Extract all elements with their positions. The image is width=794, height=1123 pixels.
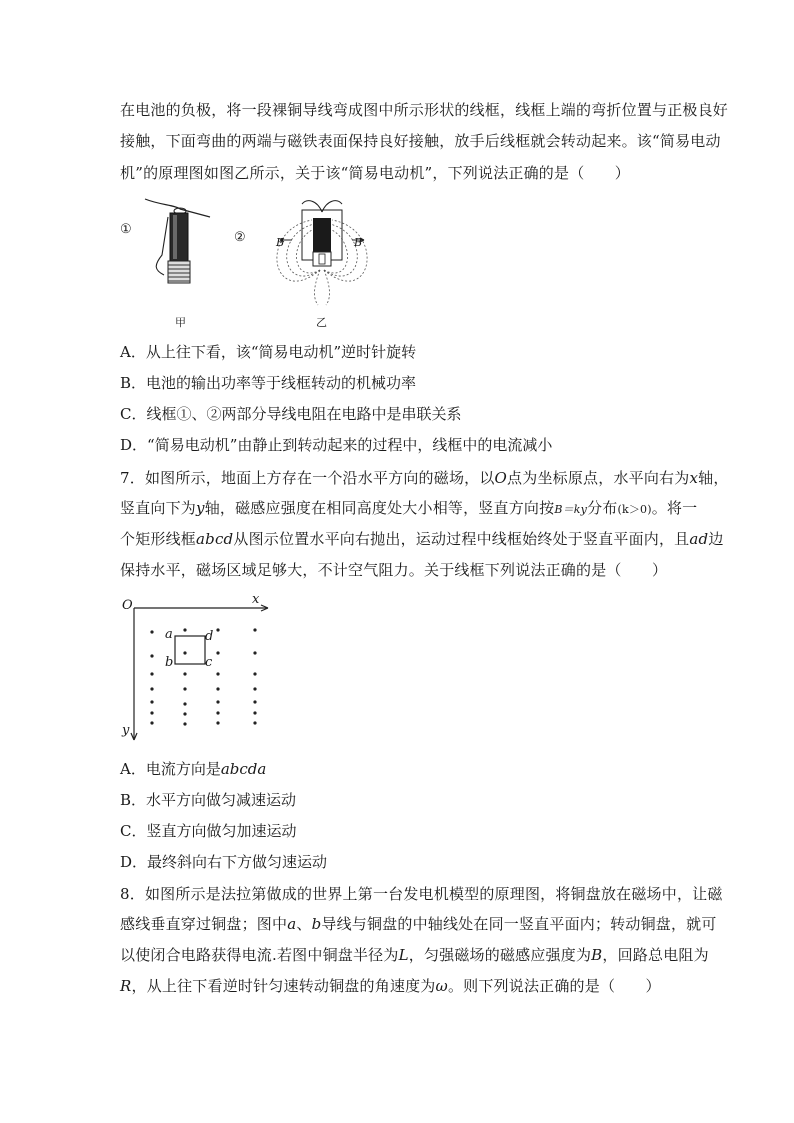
- q7-option-b: B．水平方向做匀减速运动: [120, 791, 297, 809]
- q6-text-line-2: 接触，下面弯曲的两端与磁铁表面保持良好接触，放手后线框就会转动起来。该“简易电动: [120, 132, 721, 150]
- magnetic-field-figure: [118, 592, 278, 742]
- corner-d-label: d: [205, 629, 214, 644]
- q7-text-line-2: 竖直向下为y轴，磁感应强度在相同高度处大小相等，竖直方向按B＝ky分布(k＞0)。将一: [120, 499, 698, 517]
- q6-text-line-1: 在电池的负极，将一段裸铜导线弯成图中所示形状的线框，线框上端的弯折位置与正极良好: [120, 101, 729, 119]
- b-label-left: B: [276, 236, 285, 249]
- q6-text-line-3: 机”的原理图如图乙所示，关于该“简易电动机”，下列说法正确的是（ ）: [120, 164, 631, 182]
- figure-caption-left: 甲: [175, 316, 186, 329]
- q6-option-a: A．从上往下看，该“简易电动机”逆时针旋转: [120, 343, 417, 361]
- q6-option-c: C．线框①、②两部分导线电阻在电路中是串联关系: [120, 405, 462, 423]
- q7-option-a: A．电流方向是abcda: [120, 760, 267, 778]
- q8-text-line-3: 以使闭合电路获得电流.若图中铜盘半径为L，匀强磁场的磁感应强度为B，回路总电阻为: [120, 946, 709, 964]
- figure-mark-1: ①: [120, 222, 132, 237]
- b-label-right: B: [354, 236, 363, 249]
- corner-c-label: c: [205, 655, 213, 670]
- q8-text-line-1: 8．如图所示是法拉第做成的世界上第一台发电机模型的原理图，将铜盘放在磁场中，让磁: [120, 885, 723, 903]
- corner-a-label: a: [165, 627, 173, 642]
- q7-option-d: D．最终斜向右下方做匀速运动: [120, 853, 328, 871]
- x-axis-label: x: [252, 592, 260, 607]
- origin-label: O: [122, 598, 133, 613]
- corner-b-label: b: [165, 655, 174, 670]
- figure-caption-right: 乙: [316, 316, 327, 329]
- battery-coil-figure: [140, 195, 220, 290]
- q7-text-line-3: 个矩形线框abcd从图示位置水平向右抛出，运动过程中线框始终处于竖直平面内，且ad边: [120, 530, 724, 548]
- q6-option-b: B．电池的输出功率等于线框转动的机械功率: [120, 374, 417, 392]
- q6-option-d: D．“简易电动机”由静止到转动起来的过程中，线框中的电流减小: [120, 436, 553, 454]
- q7-option-c: C．竖直方向做匀加速运动: [120, 822, 297, 840]
- q8-text-line-4: R，从上往下看逆时针匀速转动铜盘的角速度为ω。则下列说法正确的是（ ）: [120, 977, 661, 995]
- q7-text-line-4: 保持水平，磁场区域足够大，不计空气阻力。关于线框下列说法正确的是（ ）: [120, 561, 668, 579]
- y-axis-label: y: [122, 723, 130, 738]
- field-lines-figure: [262, 190, 382, 310]
- q8-text-line-2: 感线垂直穿过铜盘；图中a、b导线与铜盘的中轴线处在同一竖直平面内；转动铜盘，就可: [120, 915, 717, 933]
- q7-text-line-1: 7．如图所示，地面上方存在一个沿水平方向的磁场，以O点为坐标原点，水平向右为x轴，: [120, 469, 729, 487]
- figure-mark-2: ②: [234, 230, 246, 245]
